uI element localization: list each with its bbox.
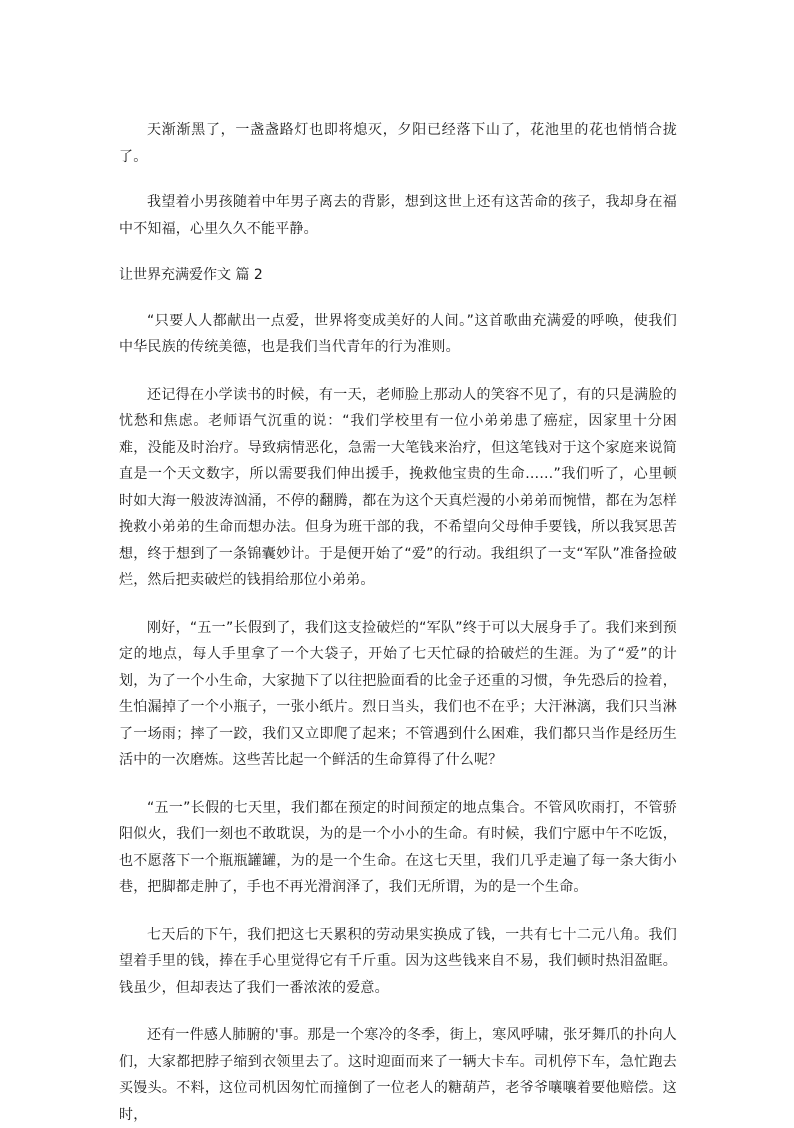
- paragraph: “五一”长假的七天里，我们都在预定的时间预定的地点集合。不管风吹雨打，不管骄阳似火，我们一刻也不敢耽误，为的是一个小小的生命。有时候，我们宁愿中午不吃饭，也不愿落下一个瓶瓶罐罐，为的是一个生命。在这七天里，我们几乎走遍了每一条大街小巷，把脚都走肿了，手也不再光滑润泽了，我们无所谓，为的是一个生命。: [119, 799, 677, 895]
- paragraph: 刚好，“五一”长假到了，我们这支捡破烂的“军队”终于可以大展身手了。我们来到预定的地点，每人手里拿了一个大袋子，开始了七天忙碌的拾破烂的生涯。为了“爱”的计划，为了一个小生命，大家抛下了以往把脸面看的比金子还重的习惯，争先恐后的捡着，生怕漏掉了一个小瓶子，一张小纸片。烈日当头，我们也不在乎；大汗淋漓，我们只当淋了一场雨；摔了一跤，我们又立即爬了起来；不管遇到什么困难，我们都只当作是经历生活中的一次磨炼。这些苦比起一个鲜活的生命算得了什么呢？: [119, 619, 677, 768]
- paragraph: 天渐渐黑了，一盏盏路灯也即将熄灭，夕阳已经落下山了，花池里的花也悄悄合拢了。: [119, 122, 677, 165]
- paragraph: 我望着小男孩随着中年男子离去的背影，想到这世上还有这苦命的孩子，我却身在福中不知福，心里久久不能平静。: [119, 194, 677, 237]
- paragraph: 还有一件感人肺腑的'事。那是一个寒冷的冬季，街上，寒风呼啸，张牙舞爪的扑向人们，大家都把脖子缩到衣领里去了。这时迎面而来了一辆大卡车。司机停下车，急忙跑去买馒头。不料，这位司机因匆忙而撞倒了一位老人的糖葫芦，老爷爷嚷嚷着要他赔偿。这时，: [119, 1027, 677, 1123]
- document-body: [119, 117, 677, 1128]
- paragraph: 七天后的下午，我们把这七天累积的劳动果实换成了钱，一共有七十二元八角。我们望着手里的钱，捧在手心里觉得它有千斤重。因为这些钱来自不易，我们顿时热泪盈眶。钱虽少，但却表达了我们一番浓浓的爱意。: [119, 926, 677, 996]
- section-heading: 让世界充满爱作文 篇 2: [119, 267, 263, 283]
- paragraph: 还记得在小学读书的时候，有一天，老师脸上那动人的笑容不见了，有的只是满脸的忧愁和焦虑。老师语气沉重的说：“我们学校里有一位小弟弟患了癌症，因家里十分困难，没能及时治疗。导致病情恶化，急需一大笔钱来治疗，但这笔钱对于这个家庭来说简直是一个天文数字，所以需要我们伸出援手，挽救他宝贵的生命……”我们听了，心里顿时如大海一般波涛汹涌，不停的翻腾，都在为这个天真烂漫的小弟弟而惋惜，都在为怎样挽救小弟弟的生命而想办法。但身为班干部的我，不希望向父母伸手要钱，所以我冥思苦想，终于想到了一条锦囊妙计。于是便开始了“爱”的行动。我组织了一支“军队”准备捡破烂，然后把卖破烂的钱捐给那位小弟弟。: [119, 386, 677, 588]
- paragraph: “只要人人都献出一点爱，世界将变成美好的人间。”这首歌曲充满爱的呼唤，使我们中华民族的传统美德，也是我们当代青年的行为准则。: [119, 312, 677, 355]
